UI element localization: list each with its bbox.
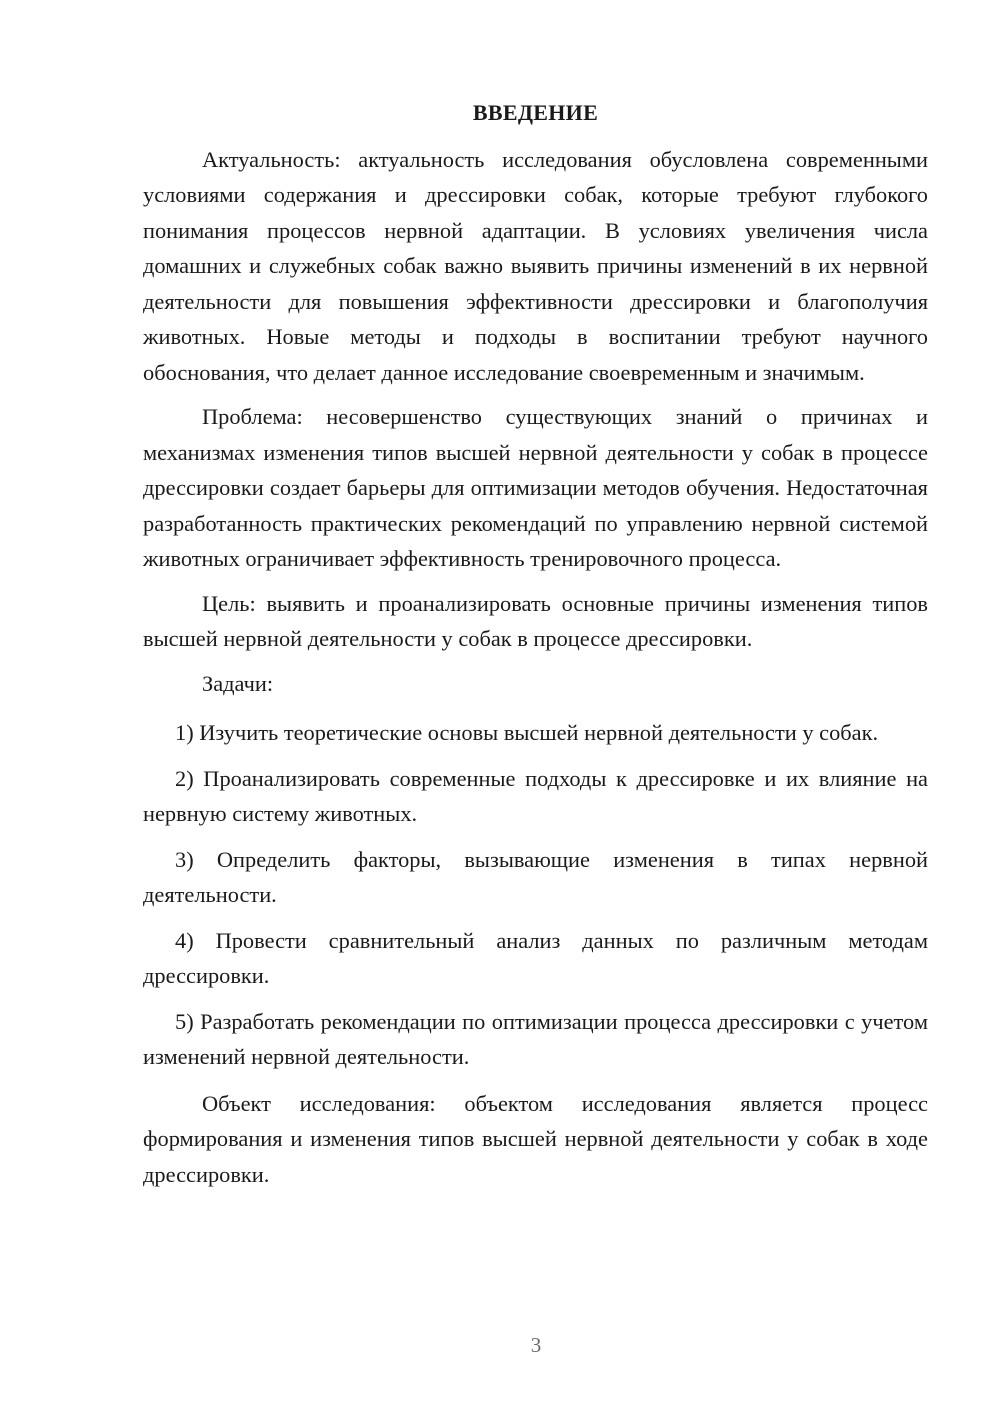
- page-number: 3: [530, 1333, 542, 1357]
- task-item: 4) Провести сравнительный анализ данных по различным методам дрессировки.: [143, 927, 928, 988]
- document-body: [143, 95, 928, 1201]
- tasks-list: [143, 715, 928, 1075]
- task-item: 1) Изучить теоретические основы высшей нервной деятельности у собак.: [175, 720, 879, 745]
- research-object-paragraph: Объект исследования: объектом исследования является процесс формирования и изменения типов высшей нервной деятельности у собак в ходе дрессировки.: [143, 1090, 928, 1187]
- goal-paragraph: Цель: выявить и проанализировать основные причины изменения типов высшей нервной деятельности у собак в процессе дрессировки.: [143, 590, 928, 651]
- problem-paragraph: Проблема: несовершенство существующих знаний о причинах и механизмах изменения типов высшей нервной деятельности у собак в процессе дрессировки создает барьеры для оптимизации методов обучения. Недостаточная разработанность практических рекомендаций по управлению нервной системой животных ограничивает эффективность тренировочного процесса.: [143, 404, 928, 571]
- task-item: 5) Разработать рекомендации по оптимизации процесса дрессировки с учетом изменений нервной деятельности.: [143, 1008, 928, 1069]
- tasks-label: Задачи:: [202, 670, 274, 696]
- section-heading: ВВЕДЕНИЕ: [472, 100, 599, 125]
- task-item: 3) Определить факторы, вызывающие изменения в типах нервной деятельности.: [143, 846, 928, 907]
- task-item: 2) Проанализировать современные подходы к дрессировке и их влияние на нервную систему животных.: [143, 765, 928, 826]
- relevance-paragraph: Актуальность: актуальность исследования обусловлена современными условиями содержания и дрессировки собак, которые требуют глубокого понимания процессов нервной адаптации. В условиях увеличения числа домашних и служебных собак важно выявить причины изменений в их нервной деятельности для повышения эффективности дрессировки и благополучия животных. Новые методы и подходы в воспитании требуют научного обоснования, что делает данное исследование своевременным и значимым.: [143, 146, 928, 385]
